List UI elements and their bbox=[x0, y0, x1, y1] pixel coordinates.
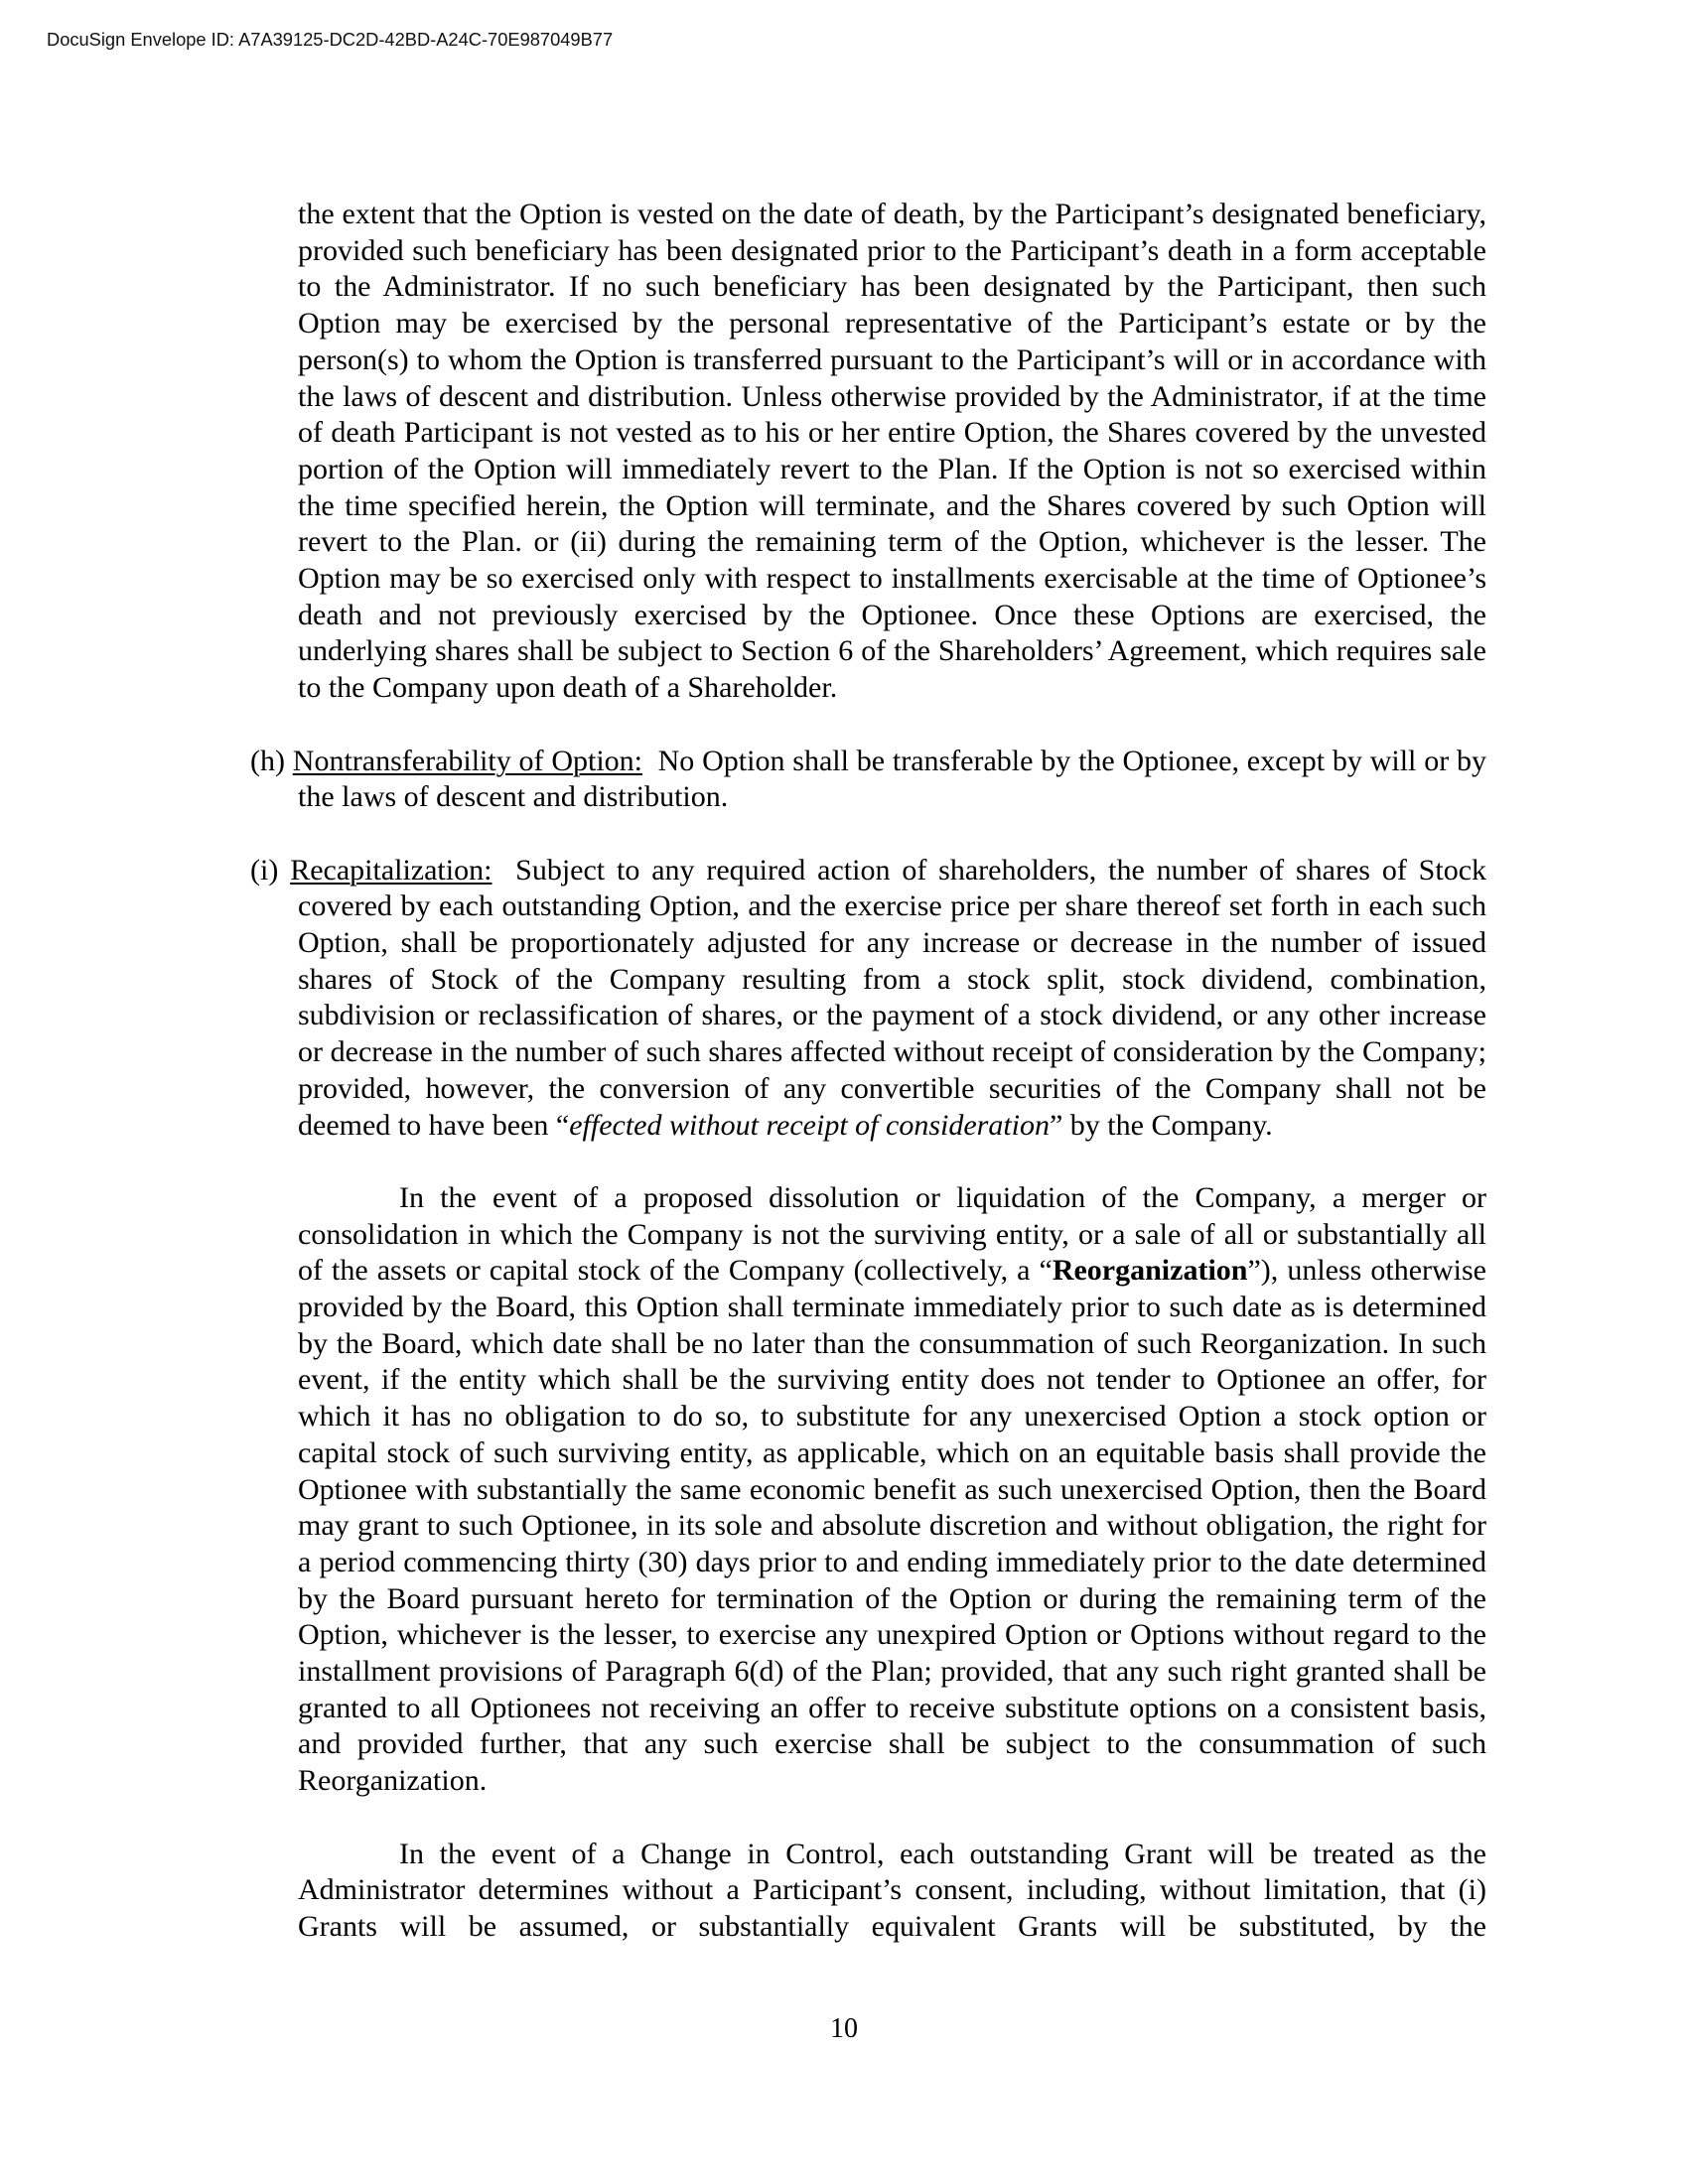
docusign-envelope-id: DocuSign Envelope ID: A7A39125-DC2D-42BD-A24C-70E987049B77 bbox=[47, 29, 614, 50]
reorganization-text-end: ”), unless otherwise provided by the Board, this Option shall terminate immediately prior to such date as is determined by the Board, which date shall be no later than the consummation of such Reorganization. In such event, if the entity which shall be the surviving entity does not tender to Optionee an offer, for which it has no obligation to do so, to substitute for any unexercised Option a stock option or capital stock of such surviving entity, as applicable, which on an equitable basis shall provide the Optionee with substantially the same economic benefit as such unexercised Option, then the Board may grant to such Optionee, in its sole and absolute discretion and without obligation, the right for a period commencing thirty (30) days prior to and ending immediately prior to the date determined by the Board pursuant hereto for termination of the Option or during the remaining term of the Option, whichever is the lesser, to exercise any unexpired Option or Options without regard to the installment provisions of Paragraph 6(d) of the Plan; provided, that any such right granted shall be granted to all Optionees not receiving an offer to receive substitute options on a consistent basis, and provided further, that any such exercise shall be subject to the consummation of such Reorganization. bbox=[298, 1254, 1486, 1798]
section-h-heading: Nontransferability of Option: bbox=[292, 744, 643, 777]
section-h-text: No Option shall be transferable by the Optionee, except by will or by the laws of descent and distribution. bbox=[298, 744, 1486, 814]
reorganization-paragraph bbox=[298, 1180, 1486, 1800]
section-i-text-end: ” by the Company. bbox=[1049, 1108, 1273, 1142]
section-h bbox=[250, 744, 1486, 816]
page-number: 10 bbox=[830, 2013, 858, 2044]
reorganization-defined-term: Reorganization bbox=[1052, 1254, 1248, 1288]
reorganization-text-start: In the event of a proposed dissolution or liquidation of the Company, a merger or consolidation in which the Company is not the surviving entity, or a sale of all or substantially all of the assets or capital stock of the Company (collectively, a “ bbox=[298, 1180, 1486, 1288]
section-i-italic-phrase: effected without receipt of consideration bbox=[569, 1108, 1050, 1142]
document-body bbox=[250, 197, 1487, 1946]
continuation-paragraph: the extent that the Option is vested on the date of death, by the Participant’s designated beneficiary, provided such beneficiary has been designated prior to the Participant’s death in a form acceptable to the Administrator. If no such beneficiary has been designated by the Participant, then such Option may be exercised by the personal representative of the Participant’s estate or by the person(s) to whom the Option is transferred pursuant to the Participant’s will or in accordance with the laws of descent and distribution. Unless otherwise provided by the Administrator, if at the time of death Participant is not vested as to his or her entire Option, the Shares covered by the unvested portion of the Option will immediately revert to the Plan. If the Option is not so exercised within the time specified herein, the Option will terminate, and the Shares covered by such Option will revert to the Plan. or (ii) during the remaining term of the Option, whichever is the lesser. The Option may be so exercised only with respect to installments exercisable at the time of Optionee’s death and not previously exercised by the Optionee. Once these Options are exercised, the underlying shares shall be subject to Section 6 of the Shareholders’ Agreement, which requires sale to the Company upon death of a Shareholder. bbox=[298, 198, 1486, 705]
section-i-heading: Recapitalization: bbox=[290, 853, 492, 887]
section-i-label: (i) bbox=[250, 853, 279, 887]
section-i-text: Subject to any required action of shareholders, the number of shares of Stock covered by each outstanding Option, and the exercise price per share thereof set forth in each such Option, shall be proportionately adjusted for any increase or decrease in the number of issued shares of Stock of the Company resulting from a stock split, stock dividend, combination, subdivision or reclassification of shares, or the payment of a stock dividend, or any other increase or decrease in the number of such shares affected without receipt of consideration by the Company; provided, however, the conversion of any convertible securities of the Company shall not be deemed to have been “ bbox=[298, 853, 1487, 1142]
section-h-label: (h) bbox=[250, 744, 285, 777]
section-i bbox=[250, 853, 1487, 1145]
change-in-control-paragraph: In the event of a Change in Control, each outstanding Grant will be treated as the Administrator determines without a Participant’s consent, including, without limitation, that (i) Grants will be assumed, or substantially equivalent Grants will be substituted, by the bbox=[298, 1837, 1486, 1943]
